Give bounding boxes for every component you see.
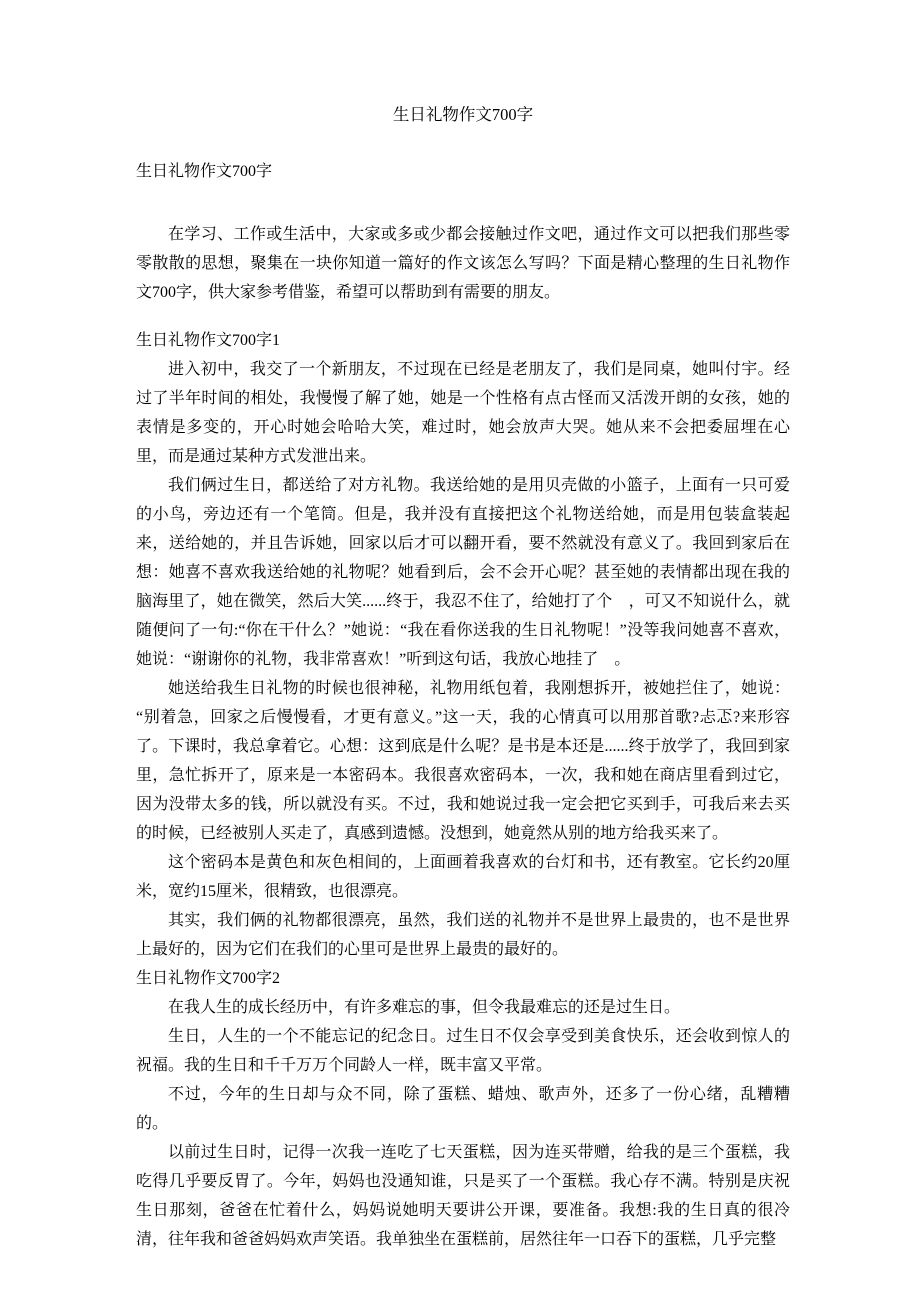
- essay-paragraph: 进入初中，我交了一个新朋友，不过现在已经是老朋友了，我们是同桌，她叫付宇。经过了半年时间的相处，我慢慢了解了她，她是一个性格有点古怪而又活泼开朗的女孩，她的表情是多变的，开心时她会哈哈大笑，难过时，她会放声大哭。她从来不会把委屈埋在心里，而是通过某种方式发泄出来。: [136, 361, 790, 465]
- intro-paragraph: 在学习、工作或生活中，大家或多或少都会接触过作文吧，通过作文可以把我们那些零零散散的思想，聚集在一块你知道一篇好的作文该怎么写吗？下面是精心整理的生日礼物作文700字，供大家参考借鉴，希望可以帮助到有需要的朋友。: [136, 226, 790, 301]
- essay-paragraph: 她送给我生日礼物的时候也很神秘，礼物用纸包着，我刚想拆开，被她拦住了，她说：“别着急，回家之后慢慢看，才更有意义。”这一天，我的心情真可以用那首歌?忐忑?来形容了。下课时，我总拿着它。心想：这到底是什么呢？是书是本还是......终于放学了，我回到家里，急忙拆开了，原来是一本密码本。我很喜欢密码本，一次，我和她在商店里看到过它，因为没带太多的钱，所以就没有买。不过，我和她说过我一定会把它买到手，可我后来去买的时候，已经被别人买走了，真感到遗憾。没想到，她竟然从别的地方给我买来了。: [136, 680, 790, 842]
- essay-paragraph: 其实，我们俩的礼物都很漂亮，虽然，我们送的礼物并不是世界上最贵的，也不是世界上最好的，因为它们在我们的心里可是世界上最贵的最好的。: [136, 912, 790, 958]
- essay-paragraph: 这个密码本是黄色和灰色相间的，上面画着我喜欢的台灯和书，还有教室。它长约20厘米，宽约15厘米，很精致，也很漂亮。: [136, 854, 790, 900]
- section-2-heading: 生日礼物作文700字2: [136, 970, 281, 987]
- essay-paragraph: 不过，今年的生日却与众不同，除了蛋糕、蜡烛、歌声外，还多了一份心绪，乱糟糟的。: [136, 1086, 790, 1132]
- page-title: 生日礼物作文700字: [392, 105, 534, 124]
- section-1-heading: 生日礼物作文700字1: [136, 332, 281, 349]
- document-subtitle: 生日礼物作文700字: [136, 163, 273, 180]
- essay-paragraph: 我们俩过生日，都送给了对方礼物。我送给她的是用贝壳做的小篮子，上面有一只可爱的小鸟，旁边还有一个笔筒。但是，我并没有直接把这个礼物送给她，而是用包装盒装起来，送给她的，并且告诉她，回家以后才可以翻开看，要不然就没有意义了。我回到家后在想：她喜不喜欢我送给她的礼物呢？她看到后，会不会开心呢？甚至她的表情都出现在我的脑海里了，她在微笑，然后大笑......终于，我忍不住了，给她打了个 ，可又不知说什么，就随便问了一句:“你在干什么？”她说：“我在看你送我的生日礼物呢！”没等我问她喜不喜欢，她说：“谢谢你的礼物，我非常喜欢！”听到这句话，我放心地挂了 。: [136, 477, 790, 668]
- essay-paragraph: 生日，人生的一个不能忘记的纪念日。过生日不仅会享受到美食快乐，还会收到惊人的祝福。我的生日和千千万万个同龄人一样，既丰富又平常。: [136, 1028, 790, 1074]
- essay-paragraph: 以前过生日时，记得一次我一连吃了七天蛋糕，因为连买带赠，给我的是三个蛋糕，我吃得几乎要反胃了。今年，妈妈也没通知谁，只是买了一个蛋糕。我心存不满。特别是庆祝生日那刻，爸爸在忙着什么，妈妈说她明天要讲公开课，要准备。我想:我的生日真的很冷清，往年我和爸爸妈妈欢声笑语。我单独坐在蛋糕前，居然往年一口吞下的蛋糕，几乎完整: [136, 1144, 790, 1248]
- essay-paragraph: 在我人生的成长经历中，有许多难忘的事，但令我最难忘的还是过生日。: [168, 999, 681, 1016]
